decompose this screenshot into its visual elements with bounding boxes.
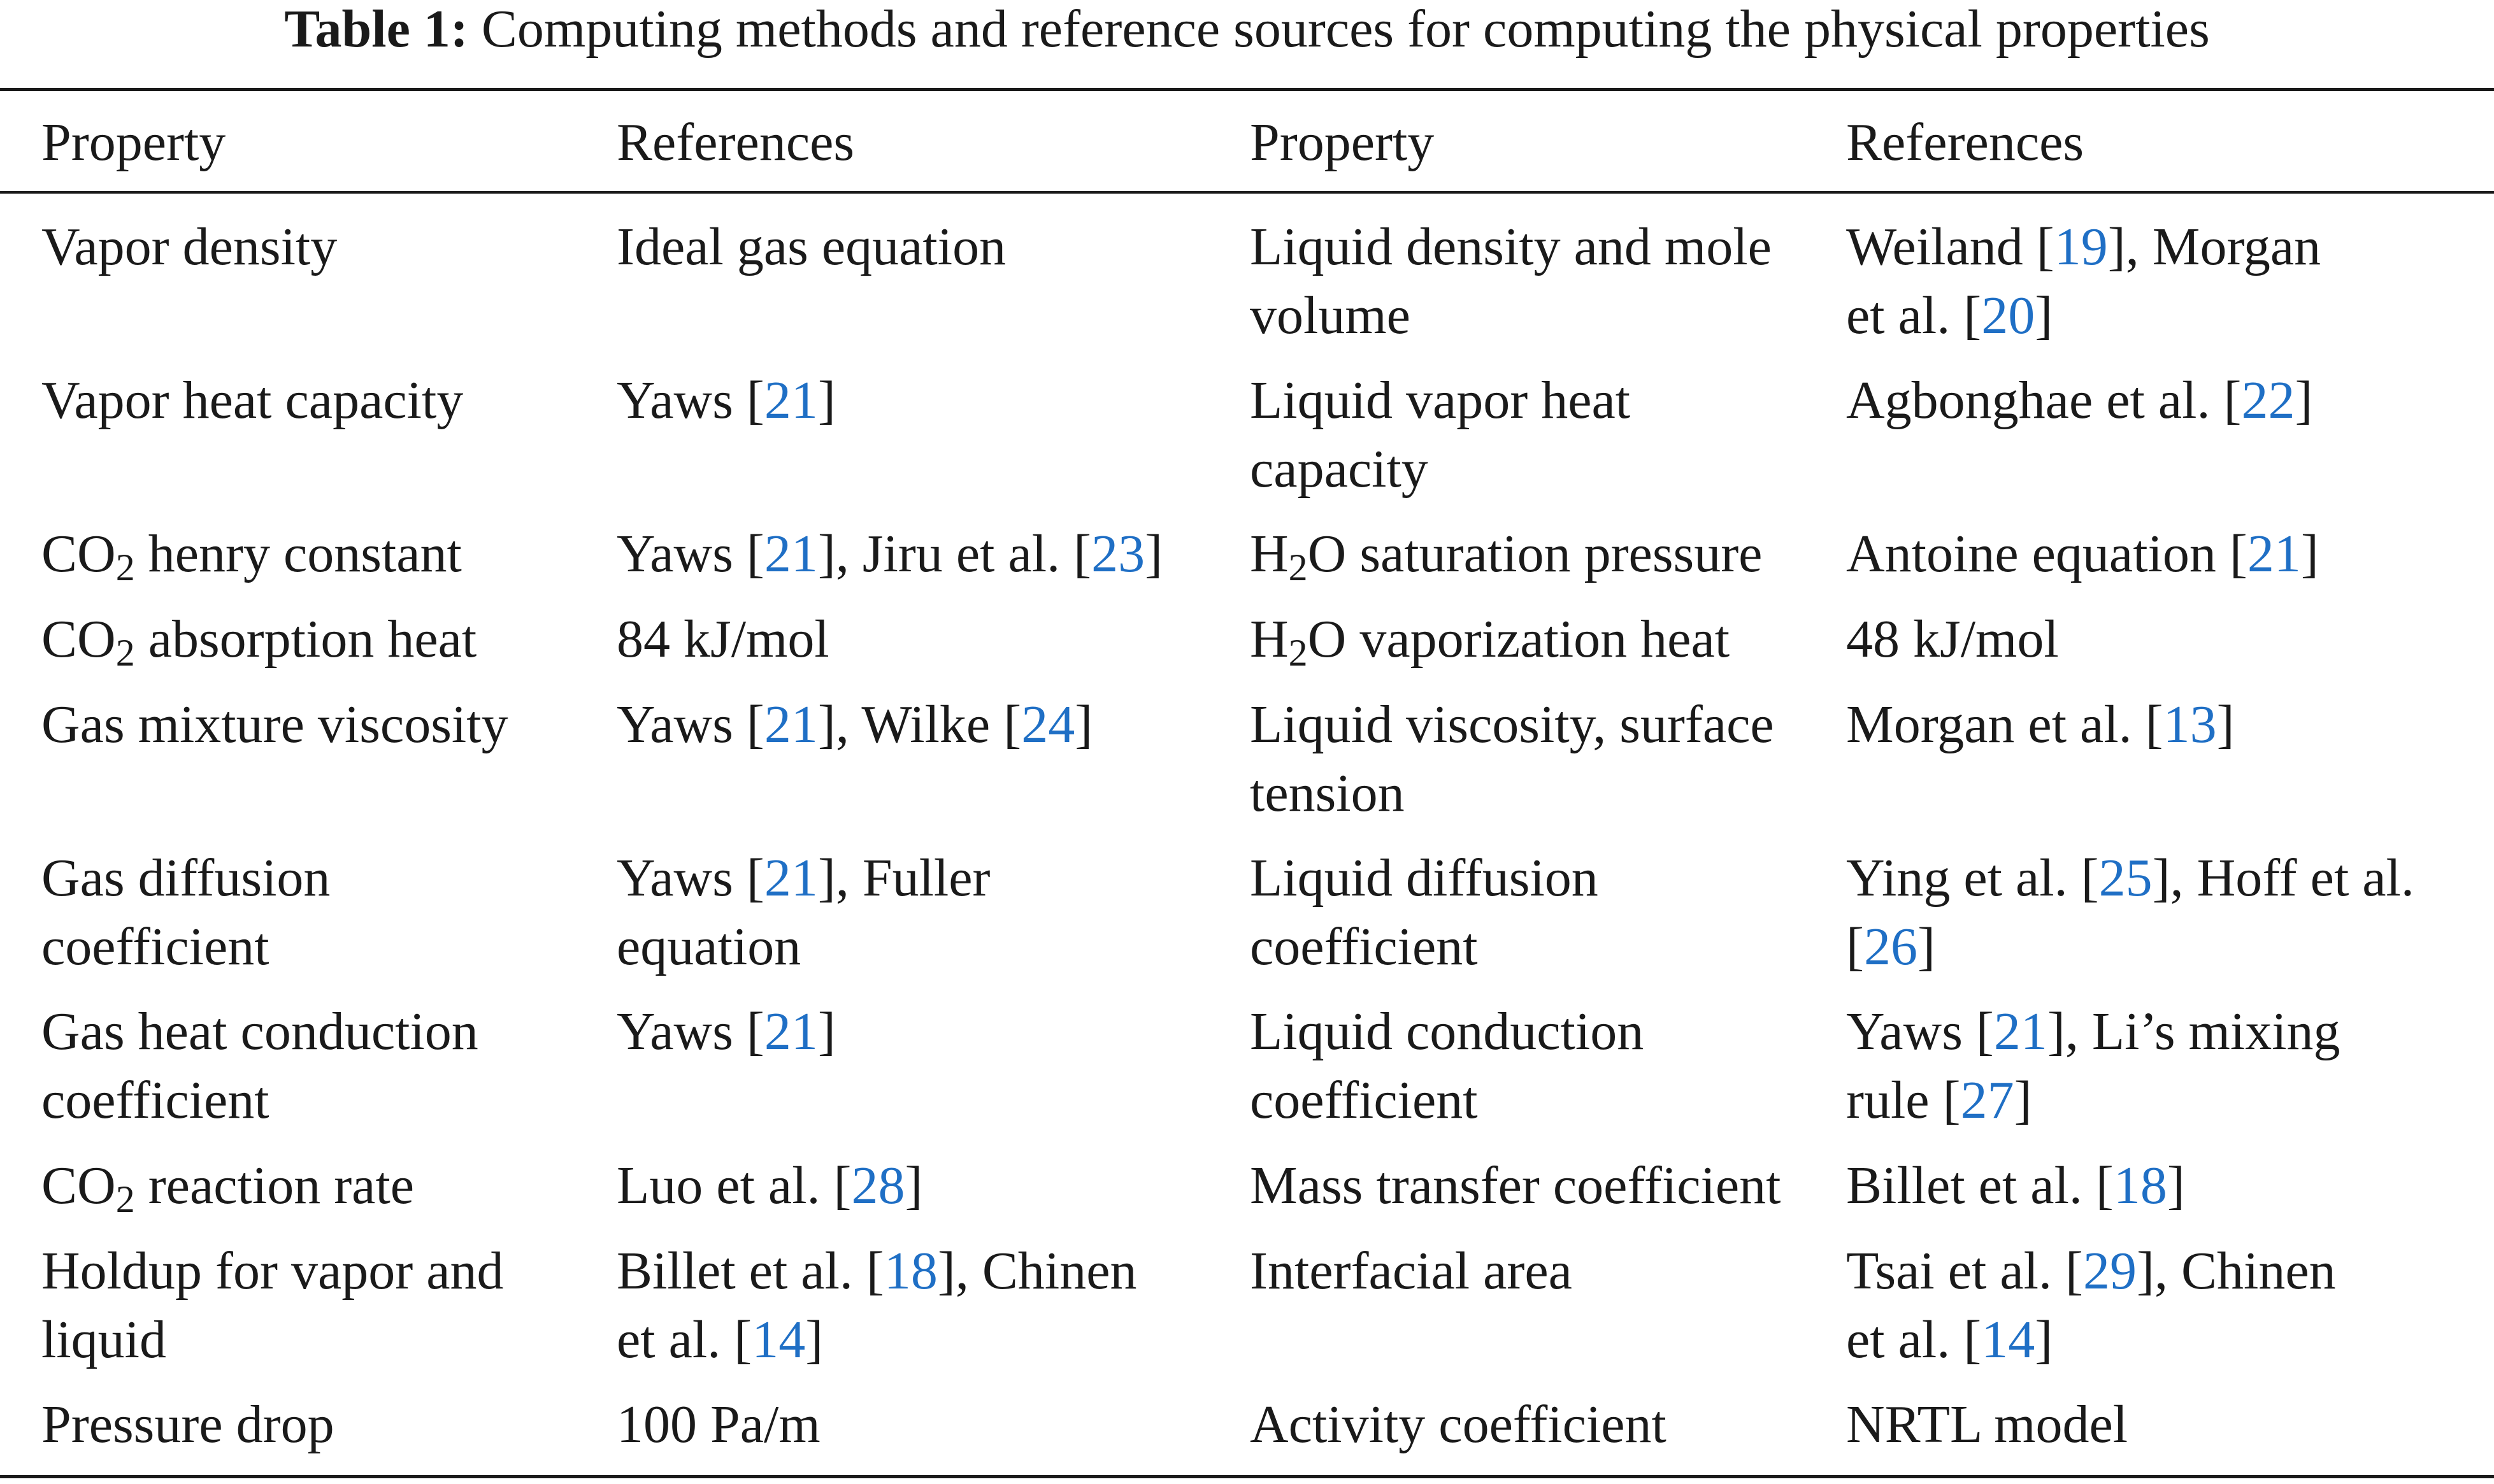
- references-cell: [1846, 520, 2319, 589]
- property-cell: [41, 213, 337, 282]
- subscript: 2: [1288, 632, 1308, 674]
- cell-text: NRTL model: [1846, 1395, 2128, 1454]
- cell-text: rule [: [1846, 1071, 1961, 1130]
- citation-link[interactable]: 19: [2054, 217, 2108, 276]
- citation-link[interactable]: 25: [2098, 848, 2153, 908]
- cell-text: Yaws [: [617, 1002, 764, 1061]
- cell-text: H: [1250, 524, 1289, 583]
- references-cell: [617, 690, 1093, 759]
- references-cell: [1846, 605, 2059, 674]
- cell-text: ], Morgan: [2107, 217, 2321, 276]
- cell-text: Billet et al. [: [1846, 1156, 2114, 1215]
- references-cell: [1846, 366, 2312, 435]
- bottom-rule: [0, 1475, 2494, 1478]
- references-cell: [1846, 1390, 2128, 1459]
- cell-line: Pressure drop: [41, 1395, 334, 1454]
- cell-line: liquid: [41, 1310, 167, 1369]
- caption-label: Table 1:: [284, 0, 468, 59]
- cell-text: Yaws [: [617, 848, 764, 908]
- cell-text: ], Fuller: [817, 848, 991, 908]
- cell-line: coefficient: [1250, 1071, 1478, 1130]
- cell-text: ]: [905, 1156, 923, 1215]
- property-cell: [41, 520, 462, 589]
- citation-link[interactable]: 18: [884, 1241, 938, 1301]
- property-cell: [1250, 690, 1774, 828]
- subscript: 2: [1288, 546, 1308, 589]
- property-cell: [41, 844, 330, 981]
- references-cell: [617, 1390, 821, 1459]
- property-cell: [41, 605, 477, 674]
- citation-link[interactable]: 21: [764, 695, 818, 754]
- citation-link[interactable]: 21: [764, 1002, 818, 1061]
- property-cell: [41, 366, 463, 435]
- cell-text: Yaws [: [617, 695, 764, 754]
- cell-text: ], Hoff et al.: [2152, 848, 2414, 908]
- citation-link[interactable]: 23: [1091, 524, 1145, 583]
- cell-line: Activity coefficient: [1250, 1395, 1666, 1454]
- cell-line: volume: [1250, 286, 1410, 345]
- cell-text: ], Li’s mixing: [2047, 1002, 2340, 1061]
- cell-text: ], Wilke [: [817, 695, 1022, 754]
- cell-line: Mass transfer coefficient: [1250, 1156, 1781, 1215]
- references-cell: [1846, 1237, 2336, 1374]
- citation-link[interactable]: 14: [752, 1310, 806, 1369]
- header-property-1: Property: [41, 113, 226, 172]
- cell-text: ]: [2216, 695, 2235, 754]
- citation-link[interactable]: 14: [1981, 1310, 2035, 1369]
- property-cell: [1250, 213, 1772, 350]
- cell-text: reaction rate: [134, 1156, 415, 1215]
- property-cell: [41, 1152, 414, 1220]
- header-references-2: References: [1846, 113, 2084, 172]
- cell-line: Gas heat conduction: [41, 1002, 478, 1061]
- cell-line: Liquid diffusion: [1250, 848, 1598, 908]
- cell-text: ]: [2035, 1310, 2053, 1369]
- cell-text: Ideal gas equation: [617, 217, 1007, 276]
- property-cell: [1250, 520, 1762, 589]
- cell-text: CO: [41, 610, 116, 669]
- citation-link[interactable]: 28: [851, 1156, 905, 1215]
- references-cell: [1846, 1152, 2185, 1220]
- subscript: 2: [115, 1178, 135, 1220]
- citation-link[interactable]: 21: [764, 848, 818, 908]
- cell-line: Liquid viscosity, surface: [1250, 695, 1774, 754]
- cell-text: Tsai et al. [: [1846, 1241, 2083, 1301]
- citation-link[interactable]: 18: [2113, 1156, 2167, 1215]
- cell-line: coefficient: [41, 1071, 269, 1130]
- property-cell: [1250, 844, 1598, 981]
- cell-line: Interfacial area: [1250, 1241, 1572, 1301]
- references-cell: [1846, 844, 2414, 981]
- citation-link[interactable]: 29: [2082, 1241, 2137, 1301]
- property-cell: [1250, 366, 1630, 504]
- property-cell: [1250, 1390, 1666, 1459]
- caption-text: Computing methods and reference sources for computing the physical properties: [481, 0, 2210, 59]
- citation-link[interactable]: 20: [1981, 286, 2035, 345]
- cell-text: et al. [: [1846, 1310, 1982, 1369]
- subscript: 2: [115, 632, 135, 674]
- cell-text: [: [1846, 917, 1864, 976]
- property-cell: [1250, 1152, 1781, 1220]
- citation-link[interactable]: 13: [2163, 695, 2217, 754]
- citation-link[interactable]: 26: [1863, 917, 1917, 976]
- cell-line: Liquid density and mole: [1250, 217, 1772, 276]
- cell-text: Yaws [: [1846, 1002, 1994, 1061]
- header-property-2: Property: [1250, 113, 1435, 172]
- citation-link[interactable]: 27: [1960, 1071, 2014, 1130]
- cell-text: H: [1250, 610, 1289, 669]
- references-cell: [1846, 213, 2321, 350]
- references-cell: [1846, 690, 2235, 759]
- cell-text: ]: [817, 1002, 836, 1061]
- cell-text: Yaws [: [617, 371, 764, 430]
- cell-text: CO: [41, 524, 116, 583]
- table-caption: [0, 0, 2494, 70]
- cell-text: ]: [2035, 286, 2053, 345]
- cell-line: Vapor density: [41, 217, 338, 276]
- cell-text: 84 kJ/mol: [617, 610, 829, 669]
- cell-text: ], Chinen: [2136, 1241, 2336, 1301]
- cell-text: Yaws [: [617, 524, 764, 583]
- header-references-1: References: [617, 113, 855, 172]
- citation-link[interactable]: 21: [764, 371, 818, 430]
- cell-text: ], Chinen: [937, 1241, 1137, 1301]
- citation-link[interactable]: 21: [1993, 1002, 2047, 1061]
- subscript: 2: [115, 546, 135, 589]
- cell-text: ]: [2014, 1071, 2032, 1130]
- property-cell: [41, 997, 478, 1135]
- cell-line: Gas mixture viscosity: [41, 695, 508, 754]
- cell-text: Ying et al. [: [1846, 848, 2099, 908]
- cell-text: O vaporization heat: [1307, 610, 1730, 669]
- references-cell: [1846, 997, 2340, 1135]
- property-cell: [1250, 605, 1730, 674]
- cell-text: ], Jiru et al. [: [817, 524, 1092, 583]
- cell-text: O saturation pressure: [1307, 524, 1763, 583]
- cell-text: Antoine equation [: [1846, 524, 2247, 583]
- cell-text: CO: [41, 1156, 116, 1215]
- references-cell: [617, 997, 836, 1066]
- property-cell: [1250, 1237, 1572, 1306]
- cell-text: henry constant: [134, 524, 462, 583]
- top-rule: [0, 88, 2494, 91]
- cell-text: ]: [817, 371, 836, 430]
- references-cell: [617, 1152, 923, 1220]
- citation-link[interactable]: 21: [2247, 524, 2301, 583]
- property-cell: [41, 690, 508, 759]
- cell-text: ]: [2300, 524, 2319, 583]
- cell-text: equation: [617, 917, 801, 976]
- cell-text: ]: [2295, 371, 2313, 430]
- property-cell: [41, 1390, 334, 1459]
- cell-text: ]: [2167, 1156, 2185, 1215]
- cell-line: Liquid vapor heat: [1250, 371, 1631, 430]
- cell-line: coefficient: [41, 917, 269, 976]
- cell-line: tension: [1250, 764, 1405, 823]
- citation-link[interactable]: 21: [764, 524, 818, 583]
- cell-text: Weiland [: [1846, 217, 2054, 276]
- property-cell: [1250, 997, 1644, 1135]
- cell-line: Liquid conduction: [1250, 1002, 1644, 1061]
- references-cell: [617, 1237, 1137, 1374]
- cell-text: et al. [: [1846, 286, 1982, 345]
- references-cell: [617, 844, 991, 981]
- citation-link[interactable]: 22: [2241, 371, 2295, 430]
- cell-line: capacity: [1250, 439, 1428, 499]
- cell-text: ]: [805, 1310, 824, 1369]
- citation-link[interactable]: 24: [1021, 695, 1075, 754]
- references-cell: [617, 605, 829, 674]
- cell-text: ]: [1075, 695, 1093, 754]
- cell-line: Vapor heat capacity: [41, 371, 464, 430]
- cell-text: et al. [: [617, 1310, 752, 1369]
- references-cell: [617, 213, 1006, 282]
- cell-text: absorption heat: [134, 610, 477, 669]
- cell-text: Morgan et al. [: [1846, 695, 2163, 754]
- header-rule: [0, 191, 2494, 194]
- cell-text: 100 Pa/m: [617, 1395, 821, 1454]
- references-cell: [617, 366, 836, 435]
- cell-text: ]: [1145, 524, 1163, 583]
- cell-line: Gas diffusion: [41, 848, 331, 908]
- property-cell: [41, 1237, 503, 1374]
- cell-text: 48 kJ/mol: [1846, 610, 2059, 669]
- cell-text: Agbonghae et al. [: [1846, 371, 2242, 430]
- cell-text: Luo et al. [: [617, 1156, 852, 1215]
- cell-line: coefficient: [1250, 917, 1478, 976]
- cell-line: Holdup for vapor and: [41, 1241, 504, 1301]
- references-cell: [617, 520, 1163, 589]
- cell-text: ]: [1917, 917, 1935, 976]
- cell-text: Billet et al. [: [617, 1241, 884, 1301]
